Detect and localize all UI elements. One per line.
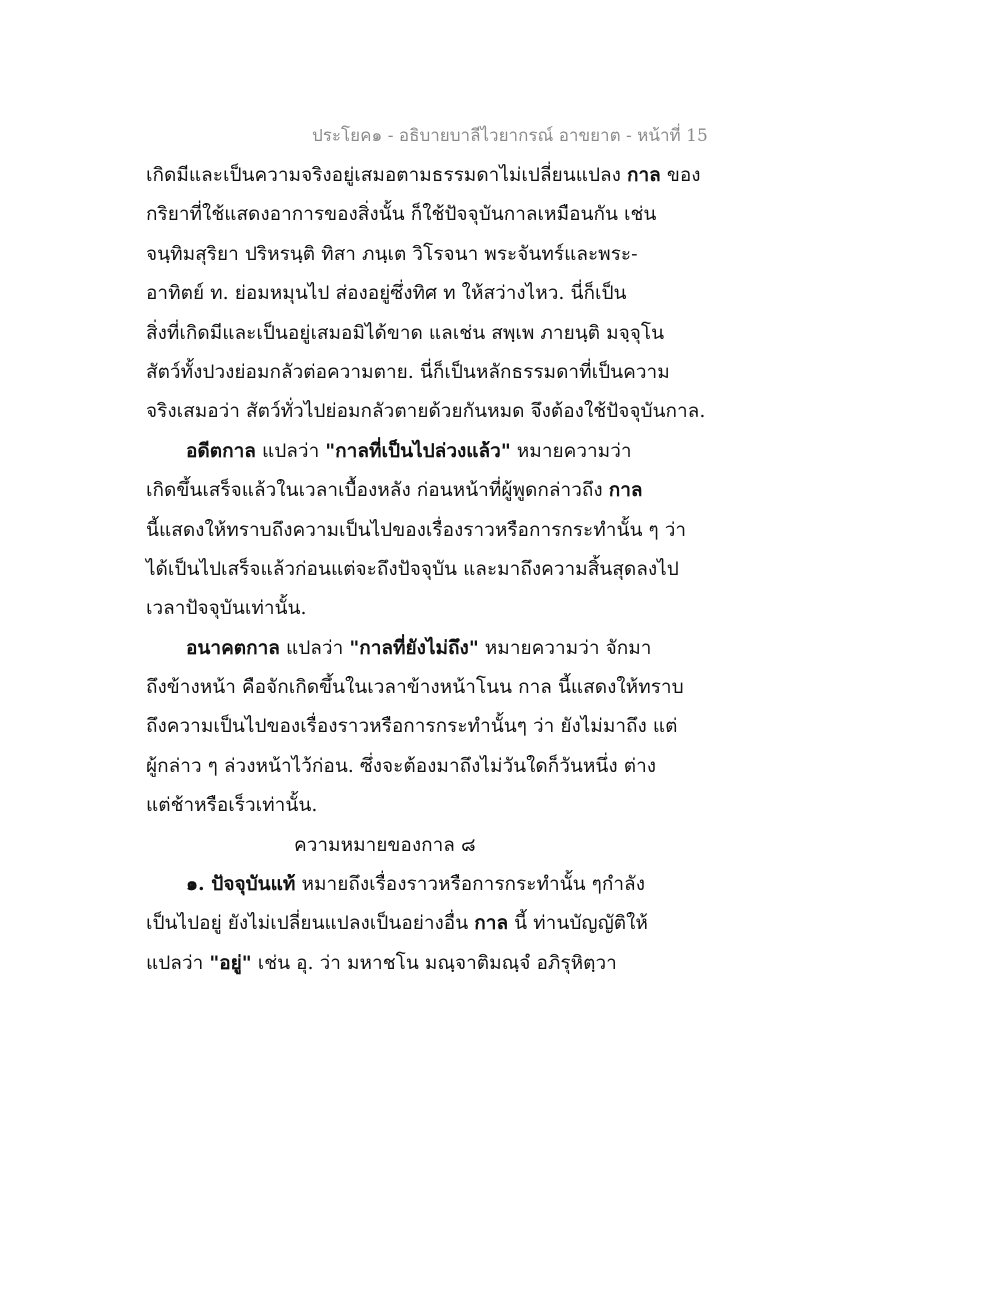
text-run: เป็นไปอยู่ ยังไม่เปลี่ยนแปลงเป็นอย่างอื่น (146, 912, 475, 935)
text-line (146, 944, 706, 983)
text-line (146, 235, 706, 274)
bold-term: กาล (474, 912, 509, 935)
text-line (146, 274, 706, 313)
text-run: ถึงข้างหน้า คือจักเกิดขึ้นในเวลาข้างหน้าโนน กาล นี้แสดงให้ทราบ (146, 676, 684, 699)
text-run: หมายถึงเรื่องราวหรือการกระทำนั้น ๆกำลัง (295, 873, 645, 896)
text-line (146, 392, 706, 431)
text-line (146, 747, 706, 786)
text-run: กริยาที่ใช้แสดงอาการของสิ่งนั้น ก็ใช้ปัจจุบันกาลเหมือนกัน เช่น (146, 203, 657, 226)
text-line (146, 707, 706, 746)
text-run: ถึงความเป็นไปของเรื่องราวหรือการกระทำนั้นๆ ว่า ยังไม่มาถึง แต่ (146, 715, 678, 738)
bold-term: กาล (627, 164, 661, 186)
text-run: เกิดมีและเป็นความจริงอยู่เสมอตามธรรมดาไม่เปลี่ยนแปลง (146, 164, 627, 186)
bold-term: "อยู่" (209, 951, 252, 974)
text-run: จนฺทิมสุริยา ปริหรนฺติ ทิสา ภนฺเต วิโรจนา พระจันทร์และพระ- (146, 242, 638, 265)
text-line (146, 865, 706, 904)
bold-term: อดีตกาล (186, 439, 256, 462)
running-header: ประโยค๑ - อธิบายบาลีไวยากรณ์ อาขยาต - หน้าที่ 15 (312, 126, 708, 146)
text-run: แปลว่า (279, 636, 350, 659)
text-line (146, 904, 706, 943)
bold-term: กาล (608, 479, 643, 502)
text-line (146, 629, 706, 668)
bold-term: "กาลที่เป็นไปล่วงแล้ว" (325, 439, 511, 462)
text-run: เกิดขึ้นเสร็จแล้วในเวลาเบื้องหลัง ก่อนหน้าที่ผู้พูดกล่าวถึง (146, 479, 609, 502)
text-run: แต่ช้าหรือเร็วเท่านั้น. (146, 794, 318, 817)
text-line (146, 589, 706, 628)
text-run: ผู้กล่าว ๆ ล่วงหน้าไว้ก่อน. ซึ่งจะต้องมาถึงไม่วันใดก็วันหนึ่ง ต่าง (146, 754, 657, 777)
text-run: เวลาปัจจุบันเท่านั้น. (146, 597, 307, 620)
text-run: อาทิตย์ ท. ย่อมหมุนไป ส่องอยู่ซึ่งทิศ ท ให้สว่างไหว. นี่ก็เป็น (146, 282, 627, 305)
text-line (146, 786, 706, 825)
text-run: ความหมายของกาล ๘ (294, 833, 476, 856)
body-text (146, 156, 706, 983)
text-line (146, 353, 706, 392)
section-heading (146, 826, 706, 865)
text-run: สิ่งที่เกิดมีและเป็นอยู่เสมอมิได้ขาด แลเช่น สพฺเพ ภายนฺติ มจฺจุโน (146, 321, 665, 344)
text-line (146, 156, 706, 195)
text-line (146, 511, 706, 550)
text-run: จริงเสมอว่า สัตว์ทั่วไปย่อมกลัวตายด้วยกันหมด จึงต้องใช้ปัจจุบันกาล. (146, 400, 706, 423)
bold-term: อนาคตกาล (186, 636, 280, 659)
text-line (146, 668, 706, 707)
text-run: แปลว่า (255, 439, 326, 462)
text-run: ได้เป็นไปเสร็จแล้วก่อนแต่จะถึงปัจจุบัน และมาถึงความสิ้นสุดลงไป (146, 557, 679, 580)
text-line (146, 550, 706, 589)
text-run: นี้ ท่านบัญญัติให้ (508, 912, 648, 935)
text-run: สัตว์ทั้งปวงย่อมกลัวต่อความตาย. นี่ก็เป็นหลักธรรมดาที่เป็นความ (146, 360, 670, 383)
text-run: หมายความว่า (510, 439, 632, 462)
text-run: แปลว่า (146, 951, 210, 974)
text-run: เช่น อุ. ว่า มหาชโน มณฺจาติมณฺจํ อภิรุหิตฺวา (251, 951, 617, 974)
bold-term: "กาลที่ยังไม่ถึง" (349, 636, 479, 659)
text-line (146, 432, 706, 471)
text-run: ของ (660, 164, 701, 186)
text-line (146, 471, 706, 510)
bold-term: ๑. ปัจจุบันแท้ (186, 873, 296, 896)
text-line (146, 314, 706, 353)
text-run: หมายความว่า จักมา (478, 636, 652, 659)
text-line (146, 195, 706, 234)
text-run: นี้แสดงให้ทราบถึงความเป็นไปของเรื่องราวหรือการกระทำนั้น ๆ ว่า (146, 518, 687, 541)
